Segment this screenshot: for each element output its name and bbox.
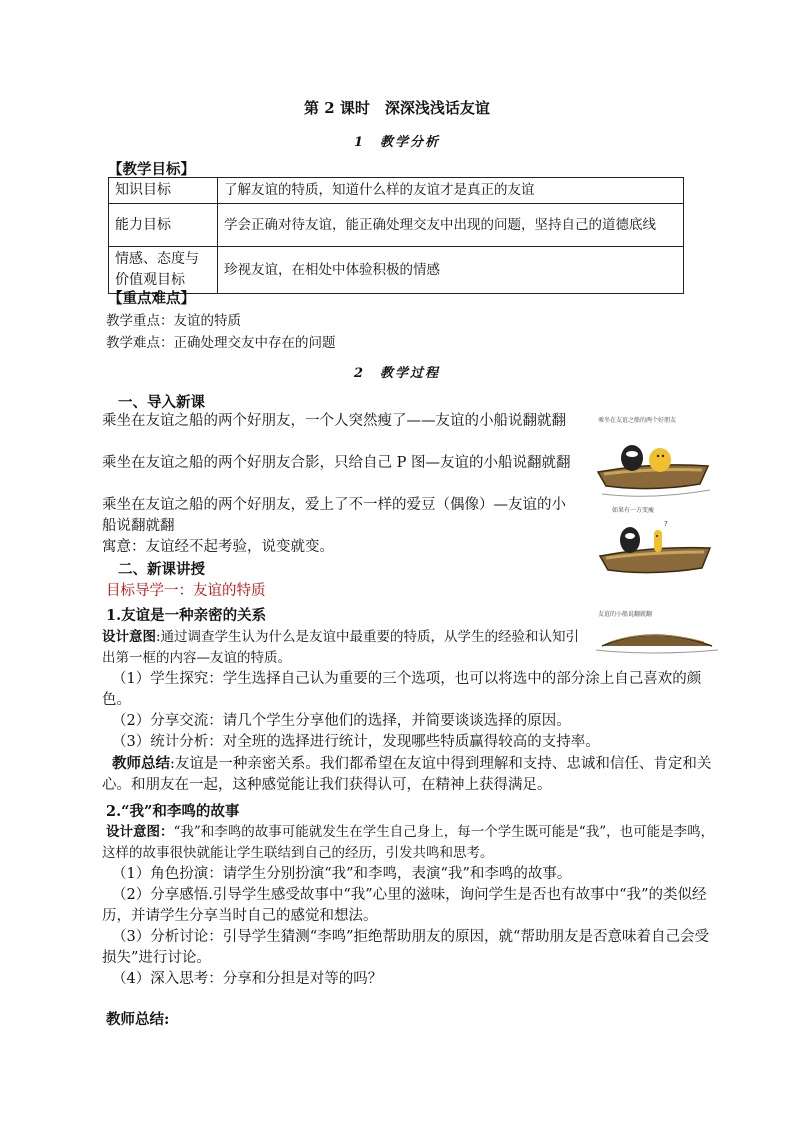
design-intent-2	[102, 822, 722, 864]
key-point: 教学重点：友谊的特质	[106, 313, 241, 329]
panel-2-caption: 如果有一方变瘦	[612, 507, 655, 514]
difficult-point: 教学难点：正确处理交友中存在的问题	[106, 335, 336, 351]
teacher-summary-label: 教师总结	[112, 755, 170, 772]
lesson-title: 第 2 课时 深深浅浅话友谊	[304, 99, 490, 117]
design-intent-label: 设计意图	[102, 629, 156, 645]
intro-heading: 一、导入新课	[118, 394, 205, 411]
table-row	[109, 204, 684, 247]
design-intent-text: :通过调查学生认为什么是友谊中最重要的特质，从学生的经验和认知引出第一框的内容—友谊的特质。	[102, 629, 580, 666]
new-lesson-heading: 二、新课讲授	[118, 561, 205, 578]
objective-value: 珍视友谊，在相处中体验积极的情感	[218, 247, 684, 294]
intro-line-1: 乘坐在友谊之船的两个好朋友，一个人突然瘦了——友谊的小船说翻就翻	[102, 413, 566, 429]
intro-line-2: 乘坐在友谊之船的两个好朋友合影，只给自己 P 图—友谊的小船说翻就翻	[102, 455, 571, 471]
step-1-2: （2）分享交流：请几个学生分享他们的选择，并简要谈谈选择的原因。	[112, 713, 571, 729]
svg-text:?: ?	[664, 520, 668, 528]
step-2-1: （1）角色扮演：请学生分别扮演“我”和李鸣，表演“我”和李鸣的故事。	[112, 866, 572, 882]
step-2-3: （3）分析讨论：引导学生猜测“李鸣”拒绝帮助朋友的原因，就“帮助朋友是否意味着自己会受损失”进行讨论。	[102, 929, 709, 966]
design-intent-label: 设计意图：	[106, 824, 174, 840]
section-heading-process: 2 教学过程	[353, 366, 441, 381]
goal-guide-1: 目标导学一：友谊的特质	[106, 583, 266, 599]
design-intent-text: “我”和李鸣的故事可能就发生在学生自己身上，每一个学生既可能是“我”，也可能是李鸣，这样的故事很快就能让学生联结到自己的经历，引发共鸣和思考。	[102, 824, 715, 861]
objective-key: 情感、态度与价值观目标	[109, 247, 218, 294]
objective-value: 学会正确对待友谊，能正确处理交友中出现的问题，坚持自己的道德底线	[218, 204, 684, 247]
step-2-4: （4）深入思考：分享和分担是对等的吗？	[112, 971, 383, 987]
objectives-heading: 【教学目标】	[108, 161, 195, 178]
intro-line-3: 乘坐在友谊之船的两个好朋友，爱上了不一样的爱豆（偶像）—友谊的小船说翻就翻	[102, 497, 566, 534]
objective-key: 知识目标	[109, 178, 218, 204]
design-intent-1	[102, 627, 580, 669]
boat-panel-1	[598, 445, 710, 496]
boat-panel-2	[600, 520, 710, 573]
section-heading-analysis: 1 教学分析	[353, 135, 441, 150]
objective-value: 了解友谊的特质，知道什么样的友谊才是真正的友谊	[218, 178, 684, 204]
objectives-table	[108, 177, 684, 294]
boat-panel-3	[596, 635, 718, 653]
friendship-boat-illustration	[592, 410, 722, 660]
panel-1-caption: 乘坐在友谊之船的两个好朋友	[598, 417, 677, 424]
teacher-summary-text: :友谊是一种亲密关系。我们都希望在友谊中得到理解和支持、忠诚和信任、肯定和关心。和朋友在一起，这种感觉能让我们获得认可，在精神上获得满足。	[102, 756, 712, 793]
step-1-1: （1）学生探究：学生选择自己认为重要的三个选项，也可以将选中的部分涂上自己喜欢的颜色。	[102, 671, 702, 708]
intro-moral: 寓意：友谊经不起考验，说变就变。	[102, 539, 334, 555]
panel-3-caption: 友谊的小船说翻就翻	[598, 611, 653, 618]
table-row	[109, 178, 684, 204]
teacher-summary-2: 教师总结:	[106, 1011, 170, 1028]
point-1-title: 1.友谊是一种亲密的关系	[106, 607, 267, 624]
step-1-3: （3）统计分析：对全班的选择进行统计，发现哪些特质赢得较高的支持率。	[112, 734, 600, 750]
keypoints-heading: 【重点难点】	[108, 290, 195, 307]
point-2-title: 2.“我”和李鸣的故事	[106, 803, 240, 820]
step-2-2: （2）分享感悟.引导学生感受故事中“我”心里的滋味，询问学生是否也有故事中“我”的类似经历，并请学生分享当时自己的感觉和想法。	[102, 887, 707, 924]
objective-key: 能力目标	[109, 204, 218, 247]
teacher-summary-1	[102, 753, 722, 796]
